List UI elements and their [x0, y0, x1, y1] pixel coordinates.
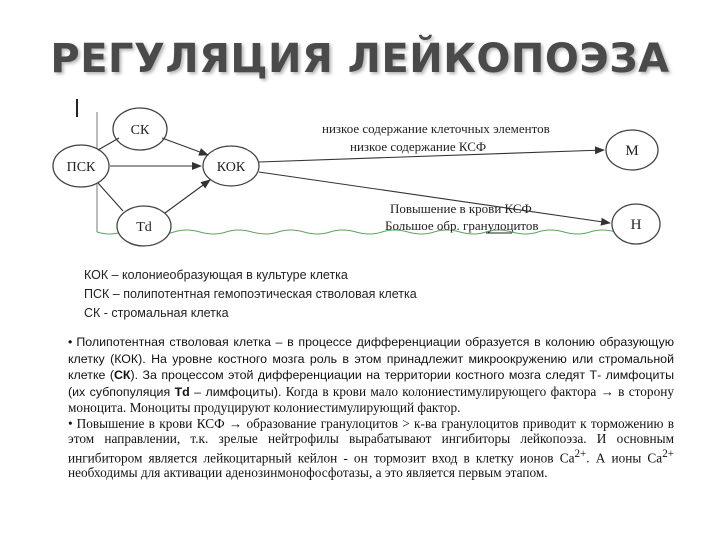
bullet-1	[68, 334, 674, 416]
edge-psk-td	[98, 183, 123, 211]
bullet-2: • Повышение в крови КСФ → образование гранулоцитов > к-ва гранулоцитов приводит к торможению в этом направлении, т.к. зрелые нейтрофилы вырабатывают ингибиторы лейкопоэза. И основным ингибитором является лейкоцитарный кейлон - он тормозит вход в клетку ионов $Ca^{2+}$. А ионы $Ca^{2+}$ необходимы для активации аденозинмонофосфотазы, а это является первым этапом.	[68, 415, 674, 481]
arrow-label-bottom-1: Повышение в крови КСФ	[390, 201, 532, 216]
arrow-label-top-2: низкое содержание КСФ	[350, 139, 487, 154]
bullet-1-sans-block: • Полипотентная стволовая клетка – в процессе дифференциации образуется в колонию образующую клетку (КОК). На уровне костного мозга роль в этом принадлежит микроокружению или стромальной клетке (СК). За процессом этой дифференциации на территории костного мозга следят Т- лимфоциты (их субпопуляция Td – лимфоциты).	[68, 335, 674, 399]
frame-bottom-wavy-line	[97, 230, 652, 234]
page-title: РЕГУЛЯЦИЯ ЛЕЙКОПОЭЗА	[50, 36, 670, 82]
body-text	[68, 334, 674, 481]
legend-line-psk: ПСК – полипотентная гемопоэтическая стволовая клетка	[84, 287, 417, 301]
legend-line-kok: КОК – колониеобразующая в культуре клетка	[84, 268, 348, 282]
node-sk-label: СК	[130, 123, 150, 138]
node-n-label: Н	[630, 217, 642, 233]
node-m-label: М	[625, 143, 639, 159]
node-td-label: Td	[136, 220, 152, 235]
edge-td-kok	[165, 180, 210, 213]
arrow-label-bottom-2: Большое обр. гранулоцитов	[385, 218, 539, 233]
legend-line-sk: СК - стромальная клетка	[84, 306, 229, 320]
arrow-label-top-1: низкое содержание клеточных элементов	[322, 121, 550, 136]
bullet-1-serif-block: Когда в крови мало колониестимулирующего фактора → в сторону моноцита. Моноциты продуцируют колониестимулирующий фактор.	[68, 383, 674, 415]
edge-sk-kok	[162, 138, 208, 155]
node-kok-label: КОК	[216, 160, 246, 175]
edge-psk-sk	[98, 138, 119, 150]
node-psk-label: ПСК	[66, 160, 96, 175]
